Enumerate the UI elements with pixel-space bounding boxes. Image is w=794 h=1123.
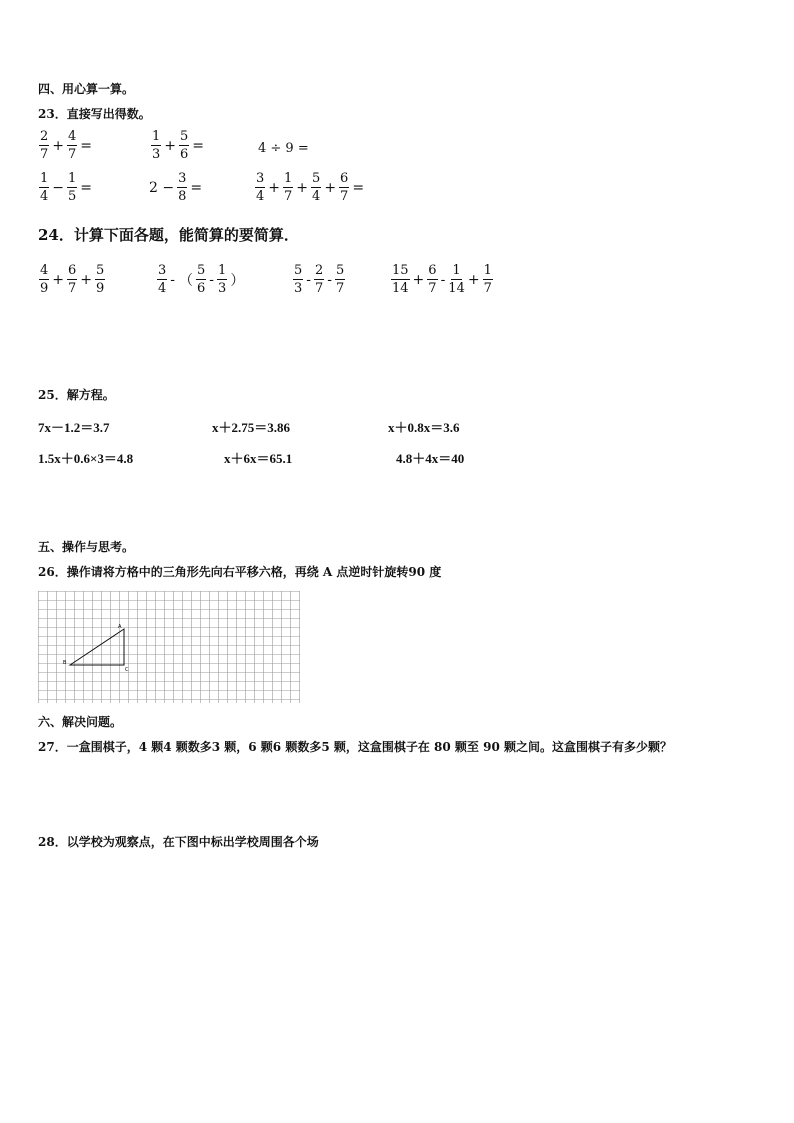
equation-3: x＋0.8x＝3.6	[388, 420, 460, 435]
q23-item-3: 4 ÷ 9 =	[258, 141, 309, 156]
fraction: $\frac{2}{7}$	[315, 263, 324, 296]
equation-4: 1.5x＋0.6×3＝4.8	[38, 451, 134, 466]
equation-2: x＋2.75＝3.86	[212, 420, 291, 435]
fraction: $\frac{5}{7}$	[336, 263, 345, 296]
vertex-label-b: B	[63, 660, 67, 666]
question-26-title: 26．操作请将方格中的三角形先向右平移六格，再绕 A 点逆时针旋转90 度	[38, 565, 442, 579]
question-27-title: 27．一盒围棋子，4 颗4 颗数多3 颗，6 颗6 颗数多5 颗，这盒围棋子在 80 颗至 90 颗之间。这盒围棋子有多少颗？	[38, 740, 672, 754]
triangle-grid	[38, 591, 300, 703]
section-6-heading: 六、解决问题。	[38, 715, 123, 729]
triangle-abc	[70, 629, 124, 665]
fraction: $\frac{3}{4}$	[256, 171, 265, 204]
fraction: $\frac{1}{7}$	[284, 171, 293, 204]
q23-item-4: $\frac{1}{4}$ − $\frac{1}{5}$ =	[40, 171, 93, 204]
fraction: $\frac{6}{7}$	[428, 263, 437, 296]
q23-item-1: $\frac{2}{7}$ + $\frac{4}{7}$ =	[40, 129, 93, 162]
fraction: $\frac{3}{8}$	[178, 171, 187, 204]
q24-expression-4: $\frac{15}{14}$ + $\frac{6}{7}$ - $\frac{1}{14}$ + $\frac{1}{7}$	[392, 263, 492, 296]
question-25-title: 25．解方程。	[38, 388, 115, 402]
fraction: $\frac{1}{14}$	[448, 263, 465, 296]
section-4-heading: 四、用心算一算。	[38, 82, 135, 96]
q23-item-6: $\frac{3}{4}$ + $\frac{1}{7}$ + $\frac{5}{4}$ + $\frac{6}{7}$ =	[256, 171, 365, 204]
fraction: $\frac{6}{7}$	[68, 263, 77, 296]
q24-expression-1: $\frac{4}{9}$ + $\frac{6}{7}$ + $\frac{5}{9}$	[40, 263, 105, 296]
fraction: $\frac{1}{3}$	[152, 129, 161, 162]
fraction: $\frac{5}{4}$	[312, 171, 321, 204]
equation-1: 7x－1.2＝3.7	[38, 420, 110, 435]
question-28-title: 28．以学校为观察点，在下图中标出学校周围各个场	[38, 835, 319, 849]
fraction: $\frac{6}{7}$	[340, 171, 349, 204]
fraction: $\frac{1}{5}$	[68, 171, 77, 204]
equation-6: 4.8＋4x＝40	[396, 451, 465, 466]
fraction: $\frac{5}{9}$	[96, 263, 105, 296]
section-5-heading: 五、操作与思考。	[38, 540, 135, 554]
fraction: $\frac{2}{7}$	[40, 129, 49, 162]
fraction: $\frac{4}{7}$	[68, 129, 77, 162]
fraction: $\frac{5}{6}$	[197, 263, 206, 296]
q24-expression-2: $\frac{3}{4}$ - （ $\frac{5}{6}$ - $\frac{1}{3}$ ）	[158, 263, 245, 296]
fraction: $\frac{4}{9}$	[40, 263, 49, 296]
equation-5: x＋6x＝65.1	[224, 451, 293, 466]
fraction: $\frac{1}{3}$	[218, 263, 227, 296]
fraction: $\frac{5}{3}$	[294, 263, 303, 296]
grid-figure	[38, 591, 300, 707]
fraction: $\frac{3}{4}$	[158, 263, 167, 296]
q24-expression-3: $\frac{5}{3}$ - $\frac{2}{7}$ - $\frac{5}{7}$	[294, 263, 345, 296]
question-24-title: 24．计算下面各题，能简算的要简算．	[38, 226, 299, 244]
fraction: $\frac{5}{6}$	[180, 129, 189, 162]
question-23-title: 23．直接写出得数。	[38, 107, 151, 121]
fraction: $\frac{15}{14}$	[392, 263, 409, 296]
q23-item-2: $\frac{1}{3}$ + $\frac{5}{6}$ =	[152, 129, 205, 162]
q23-item-5: 2 − $\frac{3}{8}$ =	[149, 171, 203, 204]
fraction: $\frac{1}{7}$	[483, 263, 492, 296]
vertex-label-a: A	[118, 624, 122, 630]
vertex-label-c: C	[125, 667, 129, 673]
fraction: $\frac{1}{4}$	[40, 171, 49, 204]
